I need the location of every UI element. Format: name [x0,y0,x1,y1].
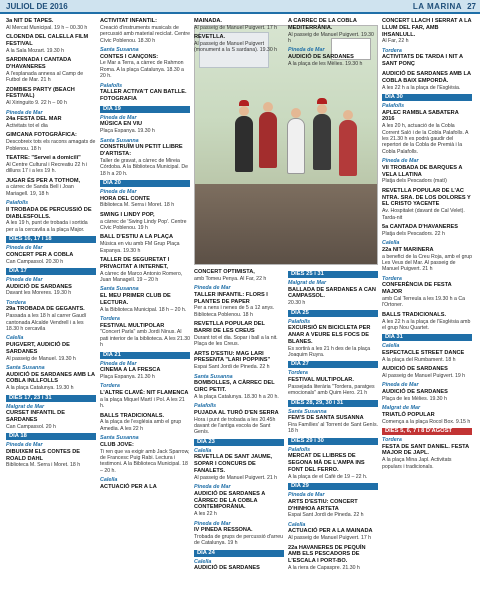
event-item [194,380,284,400]
event-description: Passejada literària "Tordera, paratges emocionals" amb Quim Hero. 21 h [288,383,375,397]
event-item [6,284,96,297]
day-header: DIES 5, 6, 7 i 8 D'AGOST [382,428,472,435]
event-description: Al passeig de Manuel Puigvert. 17 h [288,535,372,542]
town-heading: Pineda de Mar [6,277,43,284]
agenda-column-3 [194,269,284,575]
day-header: DIES 29 i 30 [288,438,378,445]
event-item [100,442,190,474]
issue-date: JULIOL DE 2016 [6,2,68,11]
town-heading: Palafolls [6,200,29,207]
event-title: CONCERT OPTIMISTA, [194,269,255,275]
event-title: ESPECTACLE STREET DANCE [382,350,465,357]
event-item [288,54,378,67]
event-item [194,269,284,282]
event-title: 22a HAVANERES DE PEQUÍN AMB ELS PESCADORS DE L'ESCALA I PORT-BO. [288,544,366,565]
event-description: a benefici de la Creu Roja, amb el grup Les Veus del Mar. Al passeig de Manuel Puigvert. 21 h [382,253,472,273]
event-item [194,527,284,547]
event-title: MÚSICA EN VIU [100,121,143,128]
event-item [382,444,472,470]
agenda-body [6,18,474,612]
event-description: Música en viu amb FM Grup Plaça Espanya. 19.30 h [100,241,180,254]
event-item [288,415,378,435]
event-title: ACTIVITAT INFANTIL: [100,18,157,24]
event-description: Can Campassol. 20.30 h [6,258,64,265]
day-header: DIA 20 [100,180,190,187]
event-title: JUGAR ÉS PER A TOTHOM, [6,177,81,184]
event-description: Es sortirà a les 21 h des de la plaça Joaquim Ruyra. [288,345,371,358]
day-header: DIES 17, 23 i 31 [6,395,96,402]
event-description: "Concert Parla" amb Jordi Ninus. Al pati interior de la biblioteca. A les 21.30 h [100,329,190,349]
event-title: 22a NIT MARINERA [382,246,434,253]
event-item [100,367,190,380]
event-description: Can Campassol. 20 h [6,423,56,430]
event-item [100,323,190,349]
town-heading: Calella [194,447,212,454]
town-heading: Calella [288,521,306,528]
day-header: DIA 24 [194,550,284,557]
event-description: A la plaça de el Cafè de 19 – 22 h. [288,473,368,480]
event-description: A les 19 h, punt de trobada i sortida per a la cercavila a la plaça Major. [6,220,88,233]
event-title: AUDICIÓ DE SARDANES AMB LA COBLA INLLFOLLS [6,371,95,385]
event-item [382,312,472,332]
event-title: AUDICIÓ DE SARDANES [288,54,354,60]
event-description: Plaça de les Mèlies. 19.30 h [382,395,447,402]
event-title: DIBUIXEM ELS CONTES DE ROALD DAHL [6,448,80,462]
event-description: Al passeig de Manuel Puigvert. 19.30 h [288,31,374,44]
town-heading: Pineda de Mar [288,47,325,54]
event-title: FESTIVAL MULTIPOLAR. [288,376,354,383]
day-header: DIA 30 [382,94,472,101]
event-title: ACTUACIÓ PER A LA [100,483,157,490]
event-item [100,212,190,232]
town-heading: Pineda de Mar [6,442,43,449]
event-title: AUDICIÓ DE SARDANES [194,565,260,572]
event-description: A les 20 h, actuació de la Cobla Corrent Saló i de la Cobla Palafolls. A les 21.30 h es podrà gaudir del repertori de la Cobla de Premià i la Cobla Palafolls. [382,123,469,155]
event-item [6,449,96,469]
town-heading: Calella [382,240,400,247]
event-description: Al passeig de Manuel. 19.30 h [6,355,76,362]
event-item [194,491,284,518]
event-description: Fira Famílies' al Torrent de Sant Genís. 18 h [288,421,378,435]
event-item [288,453,378,480]
event-description: A les 22 h a la plaça de l'Església. [382,84,461,91]
event-item [288,545,378,572]
event-item [194,351,284,371]
event-title: CLOENDA DEL CALELLA FILM FESTIVAL [6,34,89,47]
event-description: Le Mar a Terra, a càrrec de Rahmon Roma. A la plaça Catalunya. 18.30 a 20 h. [100,60,184,80]
section-name: LA MARINA [412,2,462,11]
town-heading: Santa Susanna [288,408,327,415]
barretina-hat [317,98,327,104]
dancer-head [263,102,273,112]
day-header: DIES 16, 17 i 18 [6,236,96,243]
event-item [100,390,190,410]
event-title: CONTES I CANÇONS: [100,53,159,60]
event-description: Espai Sant Jordi de Pineda. 22 h [194,364,270,371]
event-description: A la plaça de l'església amb el grup Amedia. A les 22 h [100,419,182,432]
barretina-hat [239,100,249,106]
event-item [6,18,96,31]
event-item [100,293,190,313]
day-header: DIA 31 [382,334,472,341]
event-title: TRIATLÓ POPULAR [382,411,435,418]
event-item [194,18,284,31]
event-description: Davant les Moreres. 19.30 h [6,290,72,297]
dancer-head [317,104,327,114]
event-description: A les 22 h a la plaça de l'Església amb el grup Nou Quartet. [382,318,471,332]
event-description: A les 22 h [194,511,217,518]
event-title: FEM'S DE SANTA SUSANNA [288,415,364,422]
day-header: DIA 21 [100,352,190,359]
event-item [382,54,472,68]
event-title: ARTS D'ESTIU: MAG LARI PRESENTA "LARI POPPINS" [194,350,271,364]
dancer-figure [313,114,331,170]
town-heading: Calella [6,335,24,342]
town-heading: Pineda de Mar [100,360,137,367]
event-description: A la plaça de les Mèlies. 19.30 h [288,60,363,67]
event-item [382,412,472,425]
event-item [6,155,96,175]
event-description: Taller de gravat, a càrrec de Mireia Córdoba. A la Biblioteca Municipal. De 18 h a 20 h. [100,157,188,177]
event-item [194,565,284,572]
event-item [6,87,96,107]
event-item [6,372,96,392]
event-title: CONCERT PER A COBLA [6,251,74,258]
event-item [6,342,96,362]
event-description: Passada a les 18 h al carrer Gaudí cantonada Alcalde Vendrell i a les 18.30 h cercavila [6,313,87,333]
event-description: a la plaça Miquel Martí i Pol. A les 21 h. [100,396,185,410]
event-item [100,413,190,433]
event-item [6,252,96,265]
event-title: EXCURSIÓ EN BICICLETA PER ANAR A VEURE ELS FOCS DE BLANES. [288,325,371,345]
event-title: IV PINEDA RESSONA. [194,527,253,534]
event-description: A la Sala Mozart. 19.30 h [6,47,64,54]
event-description: Biblioteca M. Serra i Moret. 18 h [100,202,175,209]
event-description: Av. Hospitalet (davant de Cal Velet). Tarda-nit [382,208,465,221]
event-title: AUDICIÓ DE SARDANES [382,366,448,373]
town-heading: Santa Susanna [6,365,45,372]
day-header: DIES 25 i 31 [288,271,378,278]
town-heading: Pineda de Mar [194,520,231,527]
event-title: BALLS TRADICIONALS. [382,311,447,318]
event-title: FESTA DE SANT DANIEL. FESTA MAJOR DE JAPL. [382,443,470,457]
dancer-head [343,110,353,120]
event-description: Al Far, 22 h [382,38,409,45]
town-heading: Pineda de Mar [194,285,231,292]
town-heading: Malgrat de Mar [382,405,421,412]
event-title: VII TROBADA DE BARQUES A VELA LLATINA [382,164,463,178]
event-description: amb Tomeu Penya. Al Far, 22 h [194,275,267,282]
event-description: Al Mercat Municipal. 19 h – 00.30 h [6,24,88,31]
town-heading: Tordera [6,299,26,306]
town-heading: Santa Susanna [100,137,139,144]
dancer-figure [235,116,253,172]
event-item [100,18,190,44]
town-heading: Calella [382,343,400,350]
town-heading: Pineda de Mar [6,245,43,252]
dancer-head [239,106,249,116]
day-header: DIES 28, 29, 30 i 31 [288,400,378,407]
event-description: A la plaça Catalunya. 18.30 h a 20 h. [194,393,279,400]
event-description: amb Cal Terreula a les 19.30 h a Ca l'Ortoner. [382,296,465,309]
event-title: REVETLLA POPULAR DEL BARRI DE LES CREUS [194,321,265,334]
event-item [100,484,190,491]
event-title: BOMBOLLES, A CÀRREC DEL CIRC PETIT. [194,380,275,393]
event-item [382,282,472,308]
event-title: MERCAT DE LLIBRES DE SEGONA MÀ DE L'AMPA INS FONT DEL FERRO. [288,453,365,473]
event-title: SWING I LINDY POP, [100,211,155,218]
agenda-column-3-top [194,18,284,57]
event-description: A càrrec de Marco Antonio Romero, Juan Managell. 19 – 20 h [100,270,183,284]
event-item [382,110,472,156]
town-heading: Pineda de Mar [288,492,325,499]
event-title: L'ALTRE CLAVÉ: NIT FLAMENCA [100,390,189,397]
event-item [6,178,96,198]
event-description: Al passeig de Manuel Puigvert. 17 h [194,24,278,31]
event-item [100,89,190,103]
event-item [6,34,96,54]
agenda-column-5 [382,18,472,473]
event-title: CONFERÈNCIA DE FESTA MAJOR [382,282,452,296]
event-item [288,499,378,519]
town-heading: Calella [100,477,118,484]
event-item [288,528,378,541]
event-item [382,71,472,91]
dancer-figure [287,118,305,174]
event-item [288,325,378,358]
town-heading: Santa Susanna [100,47,139,54]
event-item [288,377,378,397]
event-title: BALLS TRADICIONALS. [100,412,165,419]
event-title: REVETLLA POPULAR DE L'AC NTRA. SRA. DE LOS DOLORES Y EL CRISTO YACENTE [382,187,471,208]
event-item [194,34,284,54]
event-description: Biblioteca M. Serra i Moret. 18 h [6,462,81,469]
event-description: A la plaça del Rumbament. 18 h [382,356,456,363]
event-description: Al Centre Cultural i Recreatiu 22 h i dilluns 17 i a les 19 h. [6,161,88,175]
event-item [382,165,472,185]
event-item [100,121,190,134]
event-item [194,292,284,318]
event-item [382,18,472,45]
event-description: A l'esplanada annexa al Camp de Futbol de Mar. 21 h [6,70,84,84]
event-description: Al passeig de Manuel Puigvert (monument a la S sardana). 19.30 h [194,41,278,54]
event-item [6,132,96,152]
day-header: DIA 27 [288,361,378,368]
event-item [382,389,472,402]
crowd-shape [195,184,378,264]
event-title: AUDICIÓ DE SARDANES A CÀRREC DE LA COBLA CONTEMPORÀNIA. [194,490,266,511]
event-item [382,224,472,237]
event-item [100,257,190,283]
event-title: GIMCANA FOTOGRÀFICA: [6,132,77,139]
event-description: Al passeig de Manuel Puigvert. 19 h [382,373,466,380]
town-heading: Calella [194,558,212,565]
event-title: AUDICIÓ DE SARDANES [382,389,448,396]
town-heading: Pineda de Mar [6,109,43,116]
event-title: CURSET INFANTIL DE SARDANES [6,410,65,424]
day-header: DIA 29 [288,483,378,490]
event-title: BALL D'ESTIU A LA PLAÇA [100,234,174,241]
page-header [0,0,480,14]
event-description: A la plaça Mina Japl. Activitats populars i tradicionals. [382,457,452,470]
event-description: Plaça Espanya. 19.30 h [100,128,155,135]
town-heading: Tordera [382,47,402,54]
town-heading: Malgrat de Mar [6,403,45,410]
event-item [194,454,284,481]
day-header: DIA 17 [6,268,96,275]
event-item [382,350,472,363]
event-description: Durant tot el dia. Sopar i ball a la nit. Plaça de les Creus. [194,334,278,348]
event-description: A la riera de Capaspre. 21.30 h [288,564,360,571]
event-item [382,366,472,379]
event-item [100,144,190,177]
event-item [288,18,378,44]
day-header: DIA 18 [6,433,96,440]
event-description: Platja dels Pescadors (matí) [382,178,447,185]
event-title: PUIGVERT, AUDICIÓ DE SARDANES [6,342,70,355]
event-description: A la plaça Catalunya. 19.30 h [6,385,74,392]
event-description: Creació d'instruments musicals de percussió amb material reciclat. Centre Cívic Poblenou. 18.30 h [100,24,190,44]
page-number: 27 [467,2,476,11]
dancer-head [291,108,301,118]
day-header: DIA 19 [100,106,190,113]
agenda-column-1 [6,18,96,472]
town-heading: Tordera [100,316,120,323]
dancer-figure [339,120,357,176]
event-title: II TROBADA DE PERCUSSIÓ DE DIABLESFOLLS. [6,206,92,220]
town-heading: Pineda de Mar [194,484,231,491]
event-title: APLEC RAMBLA SABATERA 2016 [382,109,459,123]
event-title: CINEMA A LA FRESCA [100,367,161,374]
event-title: SARDINADA I CANTADA D'HAVANERES [6,57,72,70]
event-description: Descobreix tots els racons amagats de Poblenou. 18 h [6,139,96,152]
event-title: ARTS D'ESTIU: CONCERT D'HINHOA ARTETA [288,498,358,512]
event-description: Comença a la plaça Rocol Box. 9.15 h [382,418,471,425]
town-heading: Pineda de Mar [382,158,419,165]
event-item [194,321,284,347]
event-description: Per a nens i nenes de 5 a 12 anys. Biblioteca Poblenou. 18 h [194,305,275,318]
event-description: Ti ren que va exigir amb Jack Sparrow, de Francesc Puig Rabi. Lectura i testimoni. A la Biblioteca Municipal. 18 – 20 h. [100,448,190,474]
event-title: BALLADA DE SARDANES A CAN CAMPASSOL. [288,286,376,300]
event-description: Activitats tot el dia [6,123,48,129]
day-header: DIA 25 [288,310,378,317]
event-item [6,57,96,83]
event-description: Plaça Espanya. 21.30 h [100,374,155,381]
agenda-column-2 [100,18,190,494]
event-title: REVETLLA DE SANT JAUME, SOPAR I CONCURS DE FANALETS. [194,454,273,474]
town-heading: Pineda de Mar [382,382,419,389]
town-heading: Tordera [100,383,120,390]
event-item [6,116,96,129]
town-heading: Palafolls [288,318,311,325]
event-item [100,196,190,209]
event-title: TALLER INFANTIL: FLORS I PLANTES DE PAPER [194,291,268,305]
event-item [100,54,190,80]
event-item [194,410,284,436]
event-title: TALLER DE SEGURETAT I PRIVACITAT A INTERNET, [100,257,170,270]
event-title: HORA DEL CONTE [100,195,151,202]
town-heading: Pineda de Mar [100,114,137,121]
town-heading: Pineda de Mar [100,189,137,196]
event-description: Al Xiringuito 9. 22 h – 00 h [6,100,67,107]
event-title: TEATRE: "Servei a domicili" [6,155,81,162]
event-item [6,207,96,233]
town-heading: Palafolls [194,403,217,410]
event-description: Platja dels Pescadors. 22 h [382,230,445,237]
agenda-column-4-top [288,18,378,70]
town-heading: Tordera [382,437,402,444]
event-description: Trobada de grups de percussió d'arreu de Catalunya. 19 h [194,533,284,547]
event-item [288,287,378,307]
town-heading: Santa Susanna [100,286,139,293]
event-title: MAINADA. [194,18,222,24]
dancer-figure [259,112,277,168]
event-title: A CÀRREC DE LA COBLA MEDITERRÀNIA. [288,18,357,31]
event-title: 5a CANTADA D'HAVANERES [382,224,459,230]
event-item [6,306,96,332]
event-item [382,188,472,221]
town-heading: Santa Susanna [194,373,233,380]
event-title: PUJADA AL TURÓ D'EN SERRA [194,409,279,416]
town-heading: Palafolls [382,102,405,109]
town-heading: Tordera [288,370,308,377]
event-item [382,247,472,273]
event-description: a càrrec de 'Swing Lindy Pop'. Centre Cívic Poblenou. 19 h [100,218,187,232]
event-title: EL MEU PRIMER CLUB DE LECTURA. [100,293,171,306]
event-title: CLUB JOVE: [100,441,134,448]
event-title: REVETLLA. [194,34,226,41]
town-heading: Palafolls [100,82,123,89]
event-title: CONCERT LLACH I SERRAT A LA LLUM DEL FAR, AMB IHSANLULL. [382,18,472,38]
event-description: A la Biblioteca Municipal. 18 h – 20 h. [100,306,187,313]
town-heading: Tordera [382,275,402,282]
agenda-column-4 [288,269,378,574]
event-description: a càrrec de Sanda Bell i Joan Mariagell. 19, 18 h [6,184,74,197]
event-title: FESTIVAL MULTIPOLAR [100,322,165,329]
event-description: Hora i punt de trobada a les 20.45h davant de l'antiga escola de Sant Genís. [194,416,276,436]
event-item [100,234,190,254]
event-title: TALLER ACTIVA'T CAN BATLLE. FOTOGRAFIA [100,89,187,103]
town-heading: Santa Susanna [100,435,139,442]
event-title: CONSTRUÏM UN PETIT LLIBRE D'ARTISTA: [100,144,183,157]
event-description: Al passeig de Manuel Puigvert. 21 h [194,474,278,481]
event-title: 29a TROBADA DE GEGANTS. [6,306,85,313]
event-title: AUDICIÓ DE SARDANES AMB LA COBLA BAIX EMPORDÀ. [382,70,471,84]
event-title: AUDICIÓ DE SARDANES [6,283,72,290]
event-title: ACTUACIÓ PER A LA MAINADA [288,528,373,535]
event-description: 20.30 h [288,300,306,307]
event-item [6,410,96,430]
town-heading: Palafolls [288,446,311,453]
day-header: DIA 23 [194,439,284,446]
event-description: Espai Sant Jordi de Pineda. 22 h [288,512,364,519]
event-title: ACTIVITATS DE TARDA I NIT A SANT PONÇ [382,54,463,68]
event-title: 3a NIT DE TAPES. [6,18,54,24]
event-title: 24a FESTA DEL MAR [6,116,62,123]
event-title: ZOMBIES PARTY (BEACH FESTIVAL) [6,86,75,100]
town-heading: Malgrat de Mar [288,280,327,286]
